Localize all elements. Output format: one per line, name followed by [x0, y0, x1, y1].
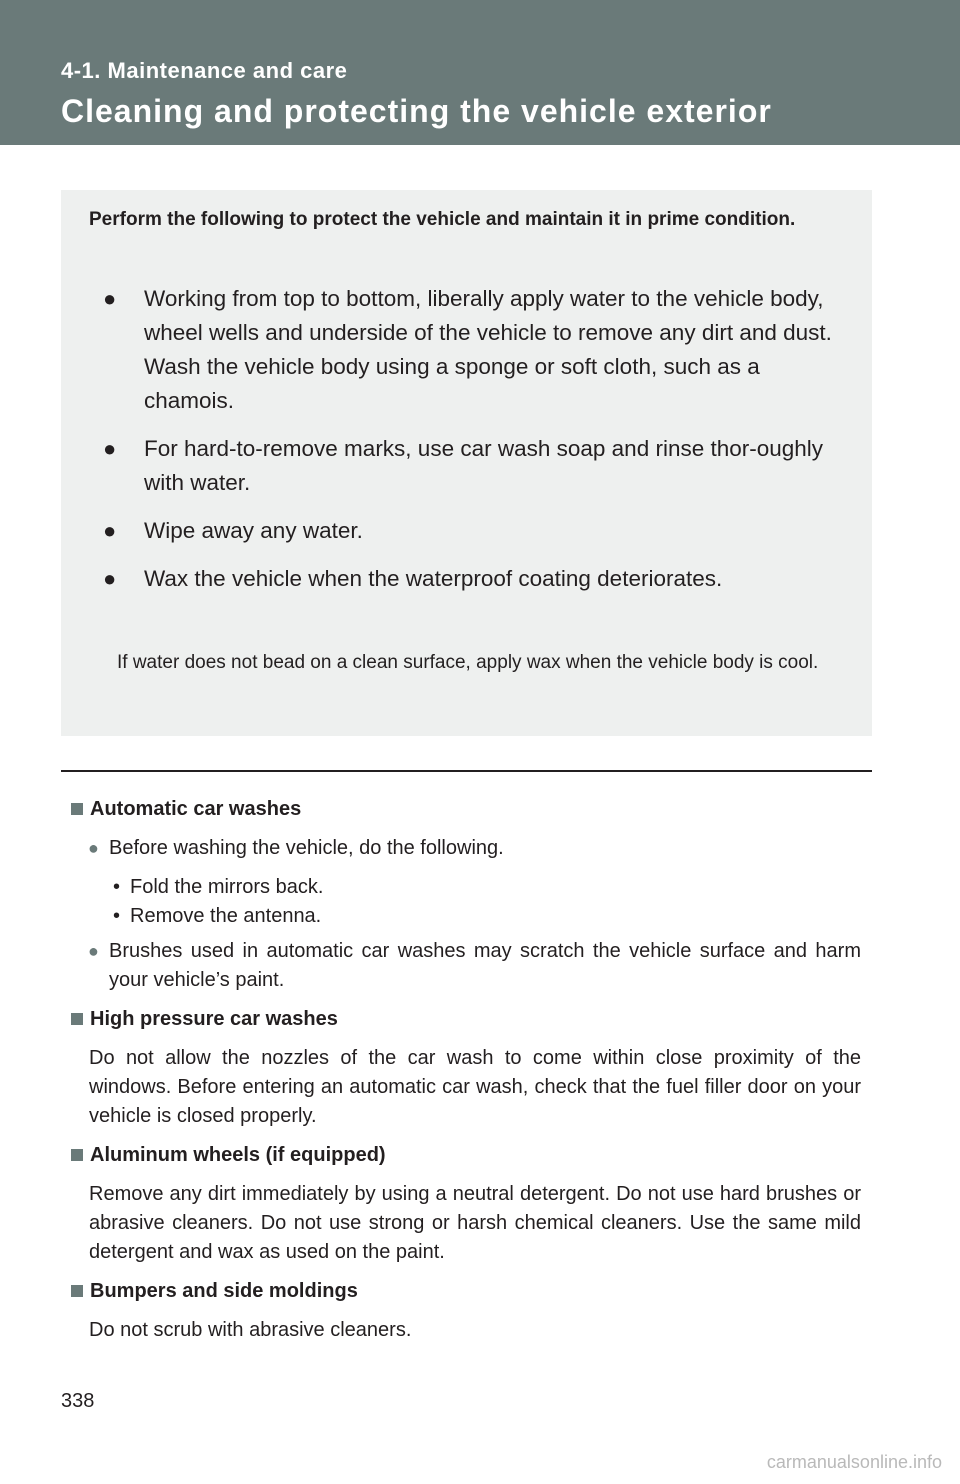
section-label: 4-1. Maintenance and care: [61, 58, 348, 83]
heading-text: Aluminum wheels (if equipped): [90, 1144, 386, 1166]
subsection-heading: [71, 795, 861, 824]
item-text: Fold the mirrors back.: [130, 876, 324, 898]
bullet-text: Wash the vehicle body using a sponge or soft cloth, such as a chamois.: [144, 354, 760, 413]
dash-list: [71, 873, 861, 931]
list-item: [71, 834, 861, 863]
list-item: [89, 562, 839, 596]
bullet-icon: ●: [103, 518, 117, 543]
bullet-icon: ●: [103, 566, 117, 591]
subsection-heading: [71, 1005, 861, 1034]
square-bullet-icon: [71, 1285, 83, 1297]
dot-icon: •: [113, 876, 121, 898]
bullet-text: For hard-to-remove marks, use car wash soap and rinse thor-oughly with water.: [144, 436, 824, 495]
list-item: [89, 432, 839, 500]
subsection-heading: [71, 1141, 861, 1170]
item-text: Brushes used in automatic car washes may scratch the vehicle surface and harm your vehicle’s paint.: [109, 940, 861, 991]
square-bullet-icon: [71, 1149, 83, 1161]
item-text: Before washing the vehicle, do the following.: [109, 837, 504, 859]
bullet-text: Wipe away any water.: [144, 518, 363, 543]
list-item: [113, 873, 861, 902]
divider: [61, 770, 872, 772]
page-title: Cleaning and protecting the vehicle exterior: [61, 93, 772, 129]
intro-text: Perform the following to protect the vehicle and maintain it in prime condition.: [89, 209, 796, 230]
list-item: [113, 902, 861, 931]
watermark: carmanualsonline.info: [766, 1452, 942, 1472]
bullet-icon: ●: [103, 286, 117, 311]
heading-text: Bumpers and side moldings: [90, 1280, 358, 1302]
square-bullet-icon: [71, 803, 83, 815]
bullet-text: Working from top to bottom, liberally apply water to the vehicle body, wheel wells and underside of the vehicle to remove any dirt and dust.: [144, 286, 832, 345]
item-text: Remove the antenna.: [130, 905, 322, 927]
main-content: [71, 795, 861, 1355]
bullet-icon: ●: [103, 436, 117, 461]
list-item: [71, 937, 861, 995]
bullet-icon: ●: [88, 838, 99, 858]
square-bullet-icon: [71, 1013, 83, 1025]
bullet-icon: ●: [88, 941, 99, 961]
heading-text: High pressure car washes: [90, 1008, 338, 1030]
paragraph: Remove any dirt immediately by using a neutral detergent. Do not use hard brushes or abrasive cleaners. Do not use strong or harsh chemical cleaners. Use the same mild detergent and wax as used on the paint.: [89, 1183, 861, 1263]
page-number: 338: [61, 1390, 95, 1412]
intro-bullet-list: [89, 282, 839, 610]
bullet-text: Wax the vehicle when the waterproof coating deteriorates.: [144, 566, 723, 591]
heading-text: Automatic car washes: [90, 798, 302, 820]
dot-icon: •: [113, 905, 121, 927]
header-band: [0, 0, 960, 145]
intro-box: [61, 190, 872, 736]
list-item: [89, 514, 839, 548]
list-item: [89, 282, 839, 418]
paragraph: Do not allow the nozzles of the car wash to come within close proximity of the windows. Before entering an automatic car wash, check that the fuel filler door on your vehicle is closed properly.: [89, 1047, 861, 1127]
paragraph: Do not scrub with abrasive cleaners.: [89, 1319, 412, 1341]
intro-note: If water does not bead on a clean surface, apply wax when the vehicle body is cool.: [117, 652, 819, 673]
subsection-heading: [71, 1277, 861, 1306]
